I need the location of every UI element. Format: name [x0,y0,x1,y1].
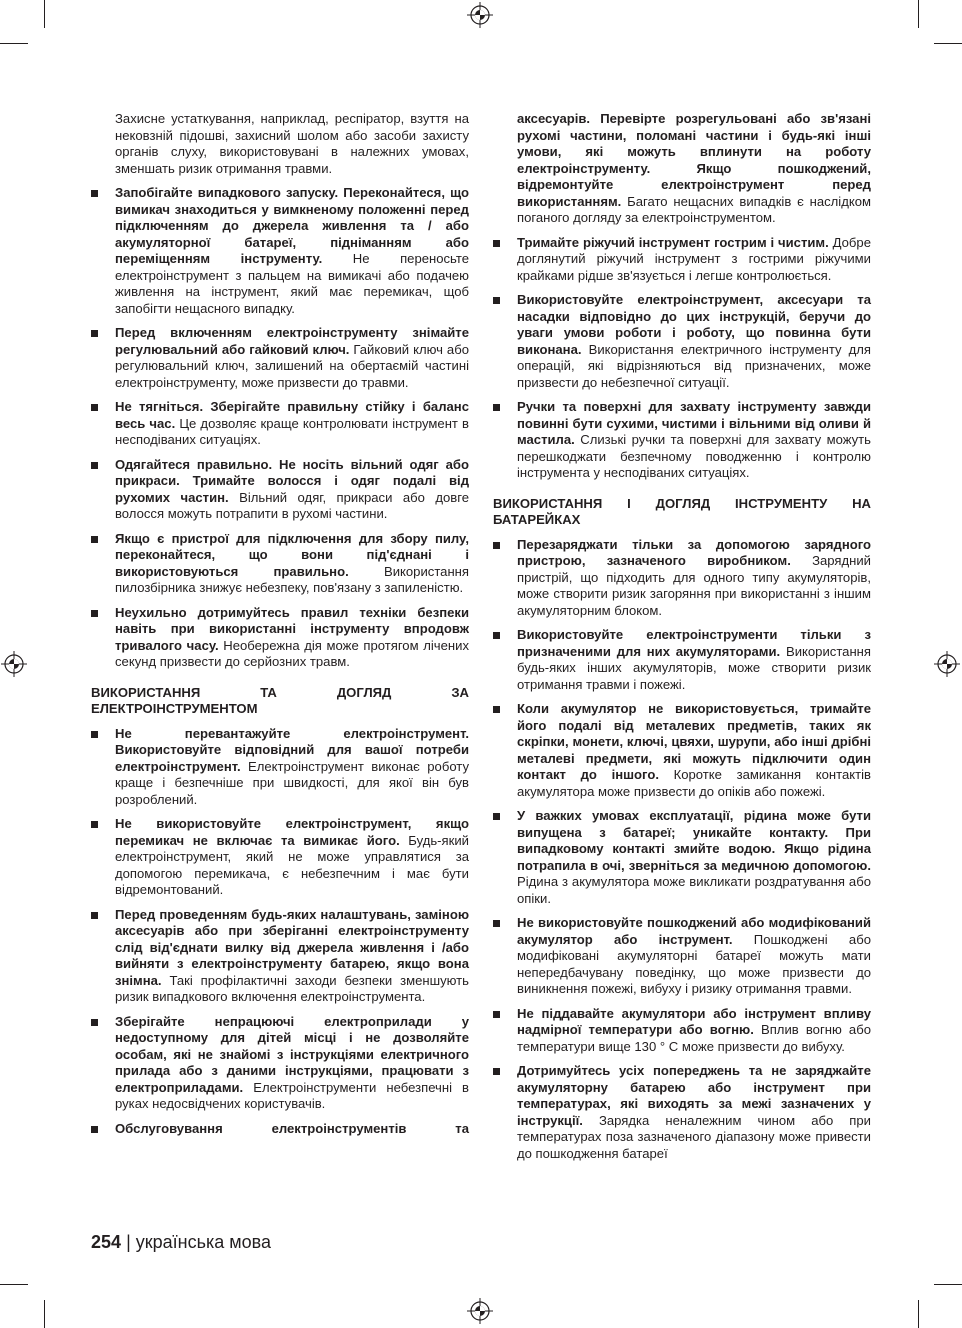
list-item: Перед проведенням будь-яких налаштувань, заміною аксесуарів або при зберіганні електроінструменту слід від'єднати вилку від джерела живлення і /або вийняти з електроінструменту батарею, якщо вона знімна. Такі профілактичні заходи безпеки зменшують ризик випадкового включення електроінструмента. [91,907,469,1006]
list-item: Не піддавайте акумулятори або інструмент впливу надмірної температури або вогню. Вплив вогню або температури вище 130 ° C може призвести до вибуху. [493,1006,871,1056]
list-item: Використовуйте електроінструмент, аксесуари та насадки відповідно до цих інструкцій, беручи до уваги умови роботи і роботу, що повинна бути виконана. Використання електричного інструменту для операцій, які відрізняються від призначених, може призвести до небезпечної ситуації. [493,292,871,391]
bullet-icon [91,190,98,197]
registration-mark-icon [934,651,960,677]
list-item: Не перевантажуйте електроінструмент. Використовуйте відповідний для вашої потреби електроінструмент. Електроінструмент виконає роботу краще і безпечніше при швидкості, для якої він був розроблений. [91,726,469,809]
left-column [91,111,469,1145]
list-item: Ручки та поверхні для захвату інструменту завжди повинні бути сухими, чистими і вільними від оливи й мастила. Слизькі ручки та поверхні для захвату можуть перешкоджати безпечному поводженню і контролю інструмента у несподіваних ситуаціях. [493,399,871,482]
bullet-icon [91,731,98,738]
continuation-paragraph: аксесуарів. Перевірте розрегульовані або зв'язані рухомі частини, поломані частини і будь-які інші умови, які можуть вплинути на роботу електроінструменту. Якщо пошкоджений, відремонтуйте електроінструмент перед використанням. Багато нещасних випадків є наслідком поганого догляду за електроінструментом. [517,111,871,225]
page-footer [91,1231,271,1253]
list-item: Тримайте ріжучий інструмент гострим і чистим. Добре доглянутий ріжучий інструмент з гострими ріжучими крайками рідше зв'язується і легше контролюється. [493,235,871,285]
bullet-icon [493,240,500,247]
bullet-icon [91,1126,98,1133]
bullet-icon [493,1011,500,1018]
list-item: Не використовуйте пошкоджений або модифікований акумулятор або інструмент. Пошкоджені або модифіковані акумуляторні батареї можуть мати непередбачувану поведінку, що може призвести до виникнення пожежі, вибуху і ризику отримання травми. [493,915,871,998]
bullet-icon [91,1019,98,1026]
list-item: Якщо є пристрої для підключення для збору пилу, переконайтеся, що вони під'єднані і використовуються правильно. Використання пилозбірника знижує небезпеку, пов'язану з запиленістю. [91,531,469,597]
registration-mark-icon [467,2,493,28]
bullet-icon [91,330,98,337]
list-item: Дотримуйтесь усіх попереджень та не заряджайте акумуляторну батарею або інструмент при температурах, які виходять за межі зазначених у інструкції. Зарядка неналежним чином або при температурах поза зазначеного діапазону може привести до пошкодження батареї [493,1063,871,1162]
list-item: Не тягніться. Зберігайте правильну стійку і баланс весь час. Це дозволяє краще контролювати інструмент в несподіваних ситуаціях. [91,399,469,449]
list-item: Зберігайте непрацюючі електроприлади у недоступному для дітей місці і не дозволяйте особам, які не знайомі з інструкціями електричного прилада або з даними інструкціями, працювати з електроприладами. Електроінструменти небезпечні в руках недосвідчених користувачів. [91,1014,469,1113]
page-number: 254 [91,1232,122,1252]
crop-mark [0,1284,28,1285]
section-heading: ВИКОРИСТАННЯ І ДОГЛЯД ІНСТРУМЕНТУ НА БАТАРЕЙКАХ [493,495,871,527]
list-item: Обслуговування електроінструментів та [91,1121,469,1138]
bullet-icon [493,542,500,549]
bullet-icon [91,404,98,411]
list-item: Не використовуйте електроінструмент, якщо перемикач не включає та вимикає його. Будь-який електроінструмент, який не може управлятися за допомогою перемикача, є небезпечним і має бути відремонтований. [91,816,469,899]
registration-mark-icon [1,651,27,677]
crop-mark [934,43,962,44]
bullet-icon [493,813,500,820]
bullet-icon [493,297,500,304]
list-item: Коли акумулятор не використовується, тримайте його подалі від металевих предметів, таких як скріпки, монети, ключі, цвяхи, шурупи, або інші дрібні металеві предмети, які можуть підключити один контакт до іншого. Коротке замикання контактів акумулятора може призвести до опіків або пожежі. [493,701,871,800]
list-item: Запобігайте випадкового запуску. Переконайтеся, що вимикач знаходиться у вимкненому положенні перед підключенням до джерела живлення та / або акумуляторної батареї, підніманням або переміщенням інструменту. Не переносьте електроінструмент з пальцем на вимикачі або подачею живлення на інструмент, який має перемикач, щоб запобігти нещасного випадку. [91,185,469,317]
bullet-icon [493,920,500,927]
crop-mark [918,1300,919,1328]
bullet-icon [91,462,98,469]
list-item: У важких умовах експлуатації, рідина може бути випущена з батареї; уникайте контакту. При випадковому контакті змийте водою. Якщо рідина потрапила в очі, зверніться за медичною допомогою. Рідина з акумулятора може викликати роздратування або опіки. [493,808,871,907]
list-item: Одягайтеся правильно. Не носіть вільний одяг або прикраси. Тримайте волосся і одяг подалі від рухомих частин. Вільний одяг, прикраси або довге волосся можуть потрапити в рухомі частини. [91,457,469,523]
right-column [493,111,871,1170]
bullet-icon [493,404,500,411]
bullet-icon [91,821,98,828]
bullet-icon [493,706,500,713]
crop-mark [44,0,45,28]
bullet-icon [91,912,98,919]
crop-mark [918,0,919,28]
crop-mark [44,1300,45,1328]
crop-mark [934,1284,962,1285]
list-item: Використовуйте електроінструменти тільки з призначеними для них акумуляторами. Використання будь-яких інших акумуляторів, може створити ризик отримання травми і пожежі. [493,627,871,693]
bullet-icon [91,610,98,617]
bullet-icon [91,536,98,543]
list-item: Перезаряджати тільки за допомогою зарядного пристрою, зазначеного виробником. Зарядний пристрій, що підходить для одного типу акумуляторів, може створити ризик загоряння при використанні з іншим акумуляторним блоком. [493,537,871,620]
bullet-icon [493,632,500,639]
footer-separator: | [126,1232,131,1252]
intro-paragraph: Захисне устаткування, наприклад, респіратор, взуття на нековзній підошві, захисний шолом або засоби захисту органів слуху, використовувані в належних умовах, зменшать ризик отримання травми. [115,111,469,176]
bullet-icon [493,1068,500,1075]
list-item: Перед включенням електроінструменту знімайте регулювальний або гайковий ключ. Гайковий ключ або регулювальний ключ, залишений на обертаємій частині електроінструменту, може призвести до травми. [91,325,469,391]
footer-language: українська мова [135,1232,272,1252]
registration-mark-icon [467,1298,493,1324]
crop-mark [0,43,28,44]
list-item: Неухильно дотримуйтесь правил техніки безпеки навіть при використанні інструменту впродовж тривалого часу. Необережна дія може протягом лічених секунд призвести до серйозних травм. [91,605,469,671]
section-heading: ВИКОРИСТАННЯ ТА ДОГЛЯД ЗА ЕЛЕКТРОІНСТРУМЕНТОМ [91,684,469,716]
